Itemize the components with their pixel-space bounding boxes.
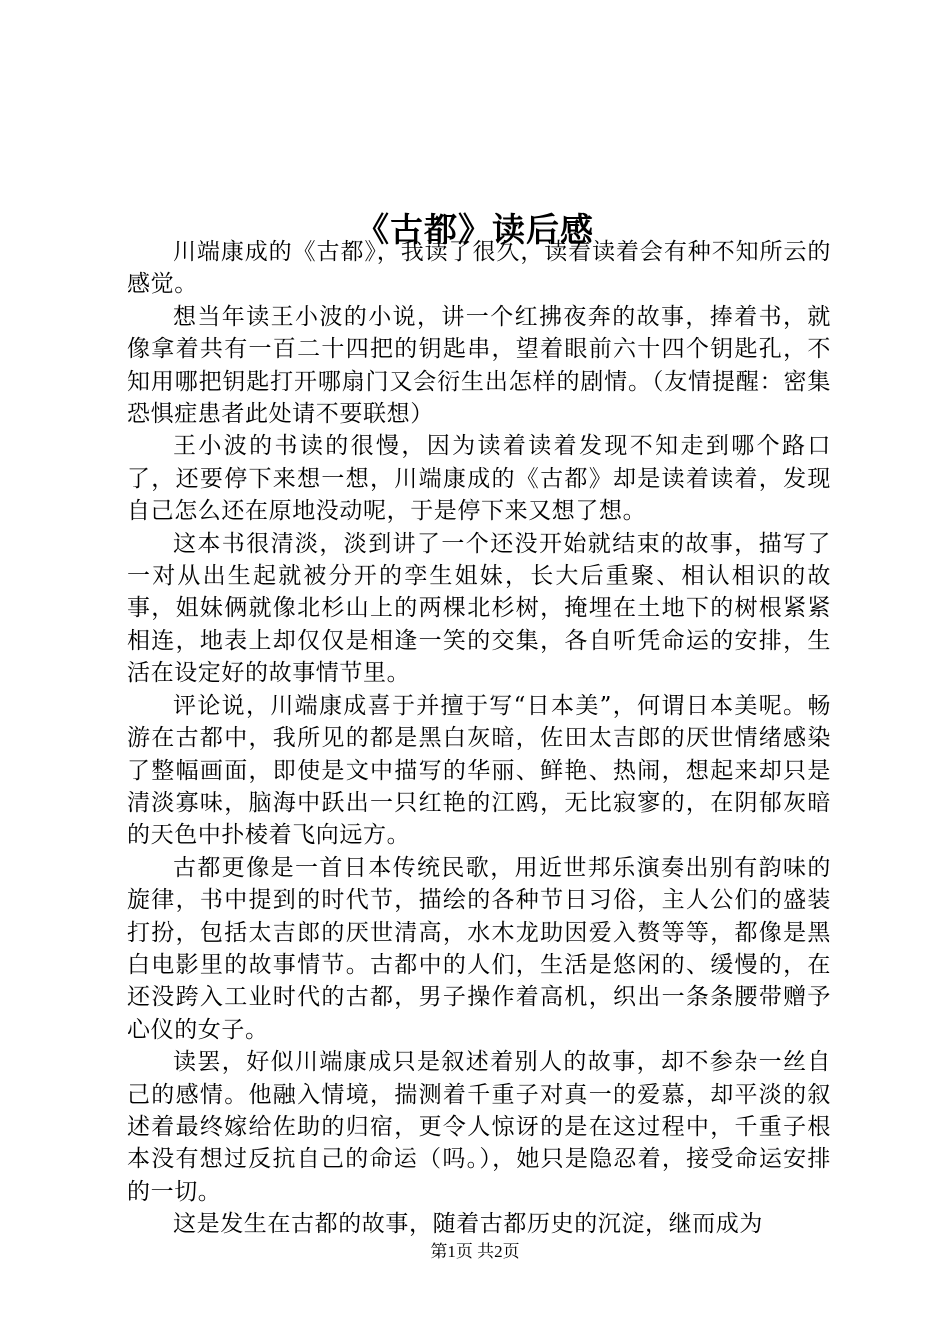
- paragraph: 这本书很清淡，淡到讲了一个还没开始就结束的故事，描写了一对从出生起就被分开的孪生姐妹，长大后重聚、相认相识的故事，姐妹俩就像北杉山上的两棵北杉树，掩埋在土地下的树根紧紧相连，地表上却仅仅是相逢一笑的交集，各自听凭命运的安排，生活在设定好的故事情节里。: [127, 530, 831, 687]
- paragraph: 想当年读王小波的小说，讲一个红拂夜奔的故事，捧着书，就像拿着共有一百二十四把的钥匙串，望着眼前六十四个钥匙孔，不知用哪把钥匙打开哪扇门又会衍生出怎样的剧情。（友情提醒：密集恐惧症患者此处请不要联想）: [127, 303, 831, 428]
- paragraph: 川端康成的《古都》，我读了很久，读着读着会有种不知所云的感觉。: [127, 239, 831, 298]
- document-body: [127, 236, 831, 1241]
- paragraph: 古都更像是一首日本传统民歌，用近世邦乐演奏出别有韵味的旋律，书中提到的时代节，描绘的各种节日习俗，主人公们的盛装打扮，包括太吉郎的厌世清高，水木龙助因爱入赘等等，都像是黑白电影里的故事情节。古都中的人们，生活是悠闲的、缓慢的，在还没跨入工业时代的古都，男子操作着高机，织出一条条腰带赠予心仪的女子。: [127, 854, 831, 1043]
- paragraph: 王小波的书读的很慢，因为读着读着发现不知走到哪个路口了，还要停下来想一想，川端康成的《古都》却是读着读着，发现自己怎么还在原地没动呢，于是停下来又想了想。: [127, 433, 831, 525]
- paragraph: 这是发生在古都的故事，随着古都历史的沉淀，继而成为: [173, 1211, 763, 1238]
- document-title: 《古都》读后感: [356, 210, 594, 250]
- paragraph: 读罢，好似川端康成只是叙述着别人的故事，却不参杂一丝自己的感情。他融入情境，揣测着千重子对真一的爱慕，却平淡的叙述着最终嫁给佐助的归宿，更令人惊讶的是在这过程中，千重子根本没有想过反抗自己的命运（吗。），她只是隐忍着，接受命运安排的一切。: [127, 1049, 831, 1205]
- paragraph: 评论说，川端康成喜于并擅于写“日本美”，何谓日本美呢。畅游在古都中，我所见的都是黑白灰暗，佐田太吉郎的厌世情绪感染了整幅画面，即使是文中描写的华丽、鲜艳、热闹，想起来却只是清淡寡味，脑海中跃出一只红艳的江鸥，无比寂寥的，在阴郁灰暗的天色中扑棱着飞向远方。: [127, 692, 831, 849]
- page-number-footer: 第1页 共2页: [430, 1242, 520, 1261]
